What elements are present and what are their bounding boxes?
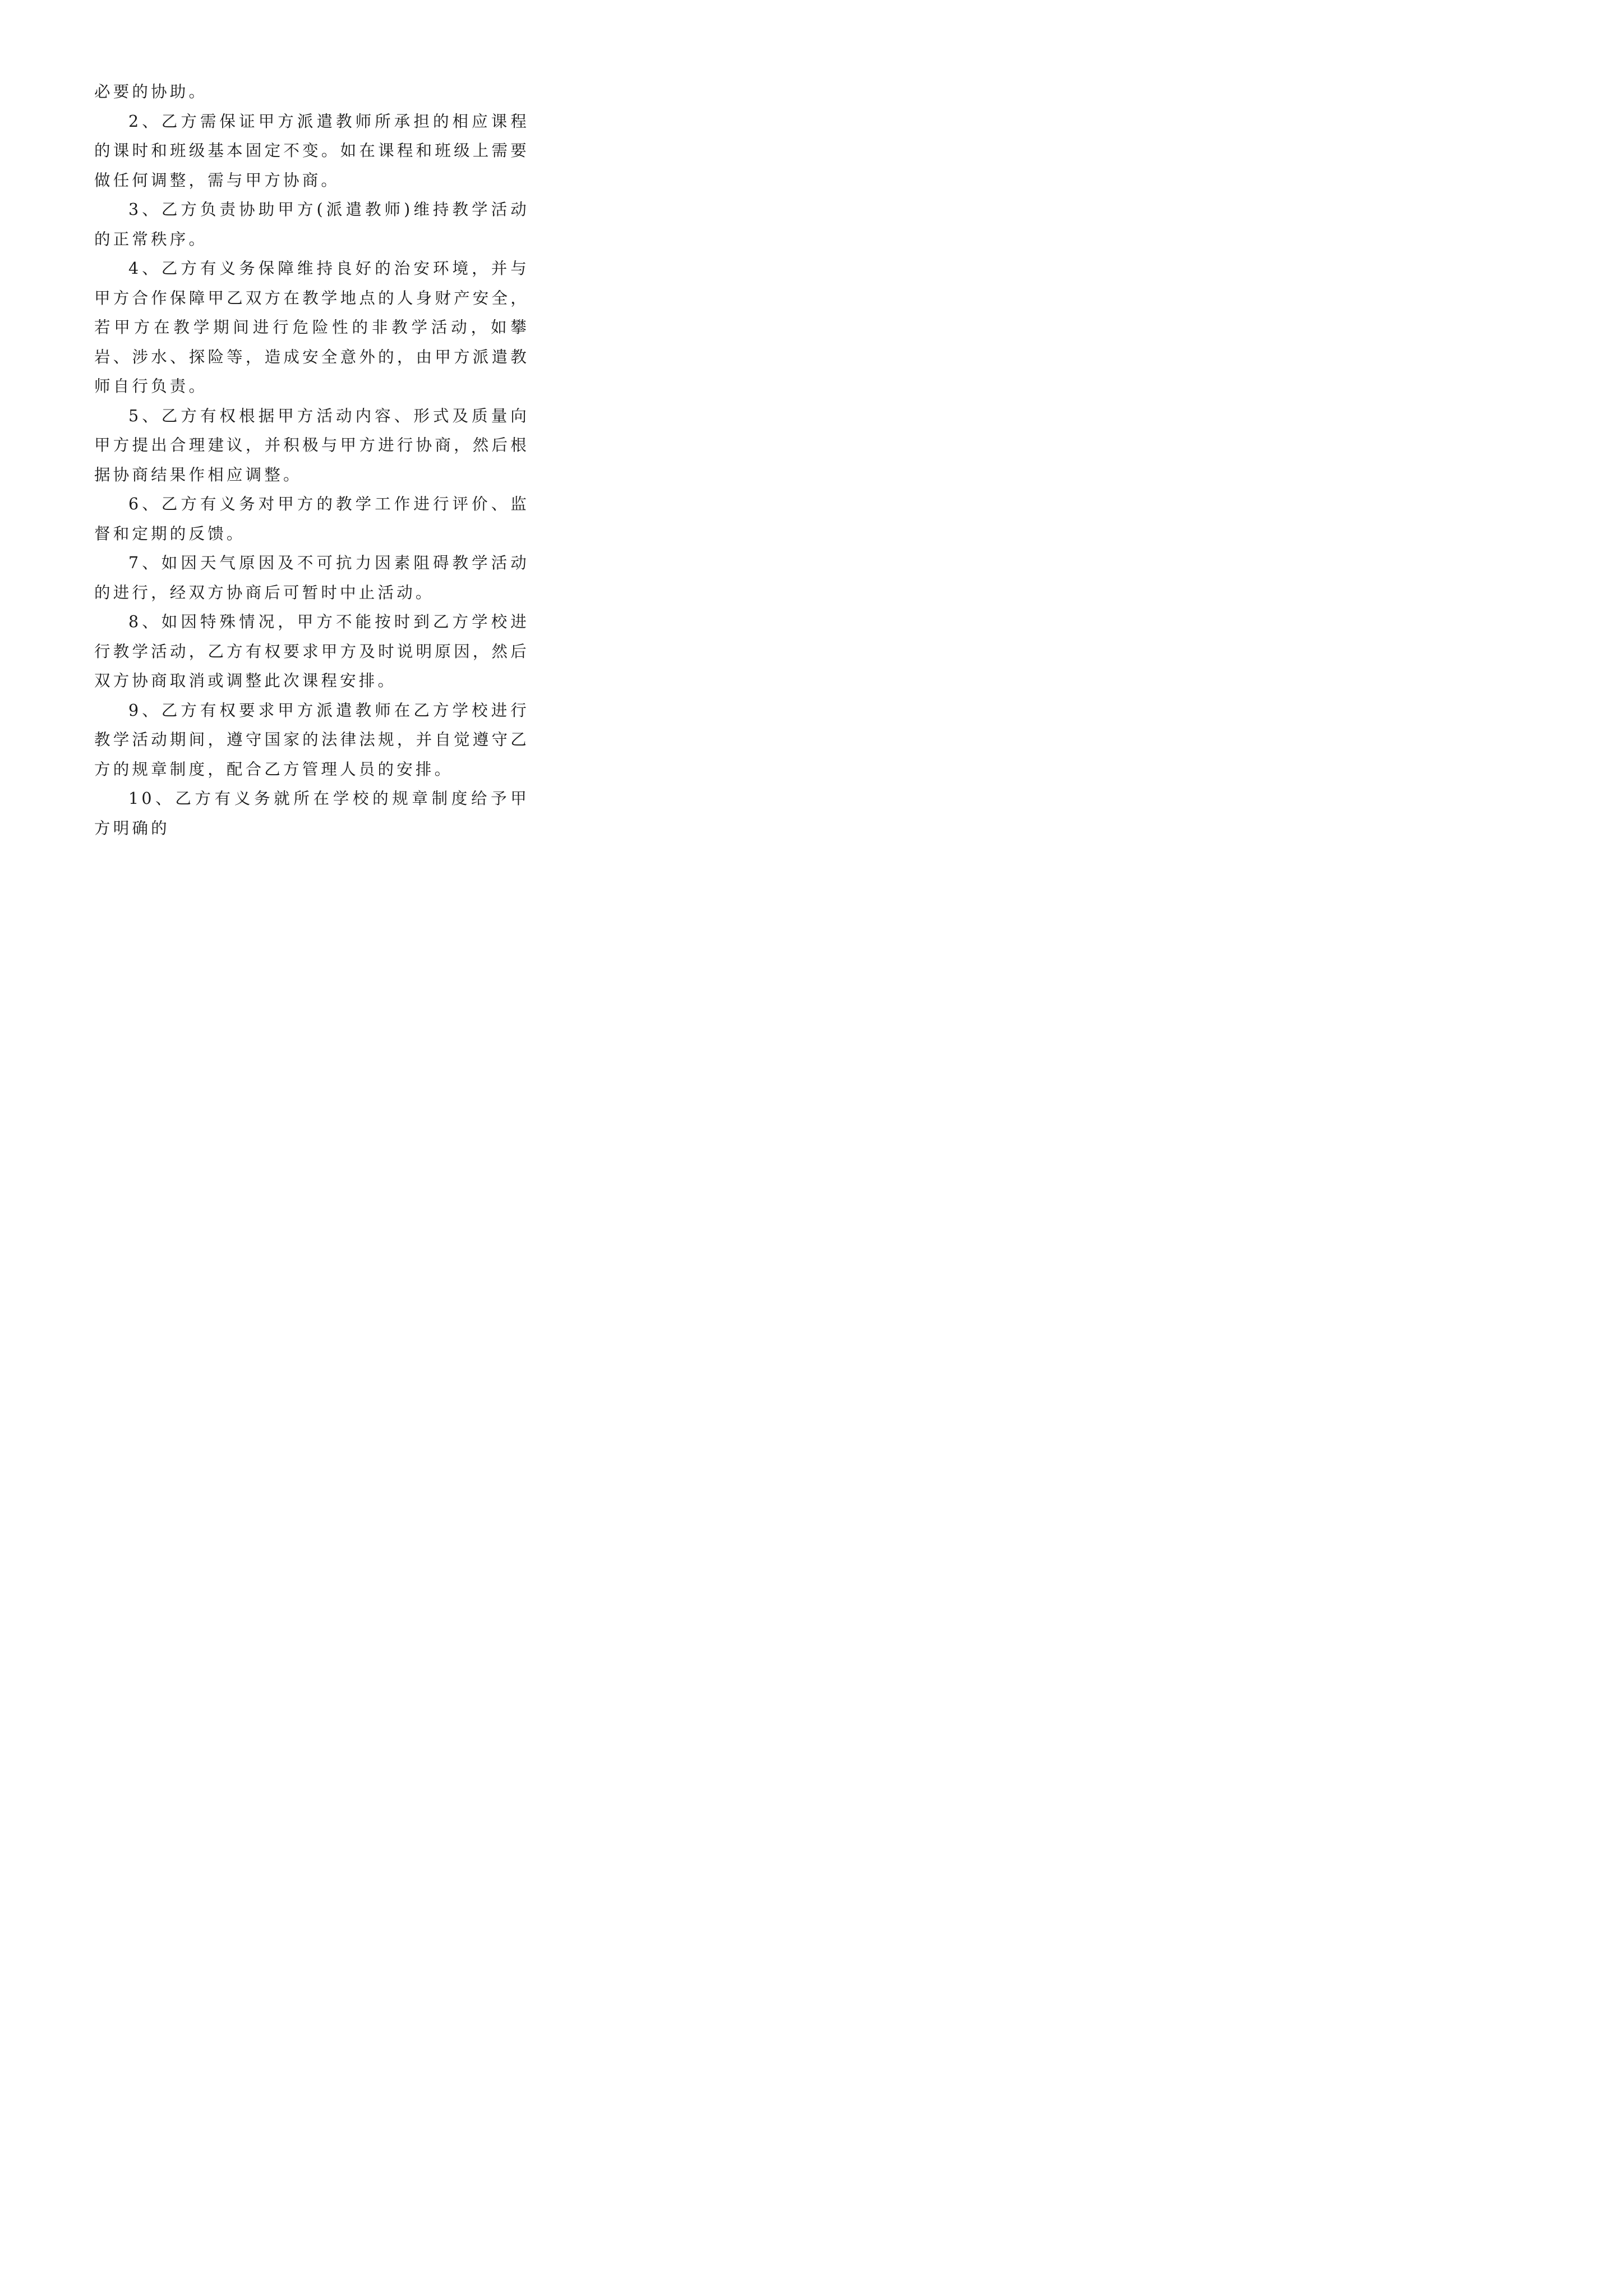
clause-6: 6、乙方有义务对甲方的教学工作进行评价、监督和定期的反馈。 (94, 495, 529, 543)
paragraph-continuation: 必要的协助。 (94, 82, 208, 101)
clause-8: 8、如因特殊情况，甲方不能按时到乙方学校进行教学活动，乙方有权要求甲方及时说明原因，然后双方协商取消或调整此次课程安排。 (94, 613, 529, 690)
document-body (94, 77, 529, 843)
document-page (0, 0, 620, 877)
clause-3: 3、乙方负责协助甲方(派遣教师)维持教学活动的正常秩序。 (94, 200, 529, 249)
clause-2: 2、乙方需保证甲方派遣教师所承担的相应课程的课时和班级基本固定不变。如在课程和班级上需要做任何调整，需与甲方协商。 (94, 112, 529, 190)
clause-7: 7、如因天气原因及不可抗力因素阻碍教学活动的进行，经双方协商后可暂时中止活动。 (94, 554, 529, 602)
clause-10: 10、乙方有义务就所在学校的规章制度给予甲方明确的 (94, 789, 529, 838)
clause-5: 5、乙方有权根据甲方活动内容、形式及质量向甲方提出合理建议，并积极与甲方进行协商，然后根据协商结果作相应调整。 (94, 406, 529, 484)
clause-4: 4、乙方有义务保障维持良好的治安环境，并与甲方合作保障甲乙双方在教学地点的人身财产安全，若甲方在教学期间进行危险性的非教学活动，如攀岩、涉水、探险等，造成安全意外的，由甲方派遣教师自行负责。 (94, 259, 529, 395)
clause-9: 9、乙方有权要求甲方派遣教师在乙方学校进行教学活动期间，遵守国家的法律法规，并自觉遵守乙方的规章制度，配合乙方管理人员的安排。 (94, 701, 529, 779)
